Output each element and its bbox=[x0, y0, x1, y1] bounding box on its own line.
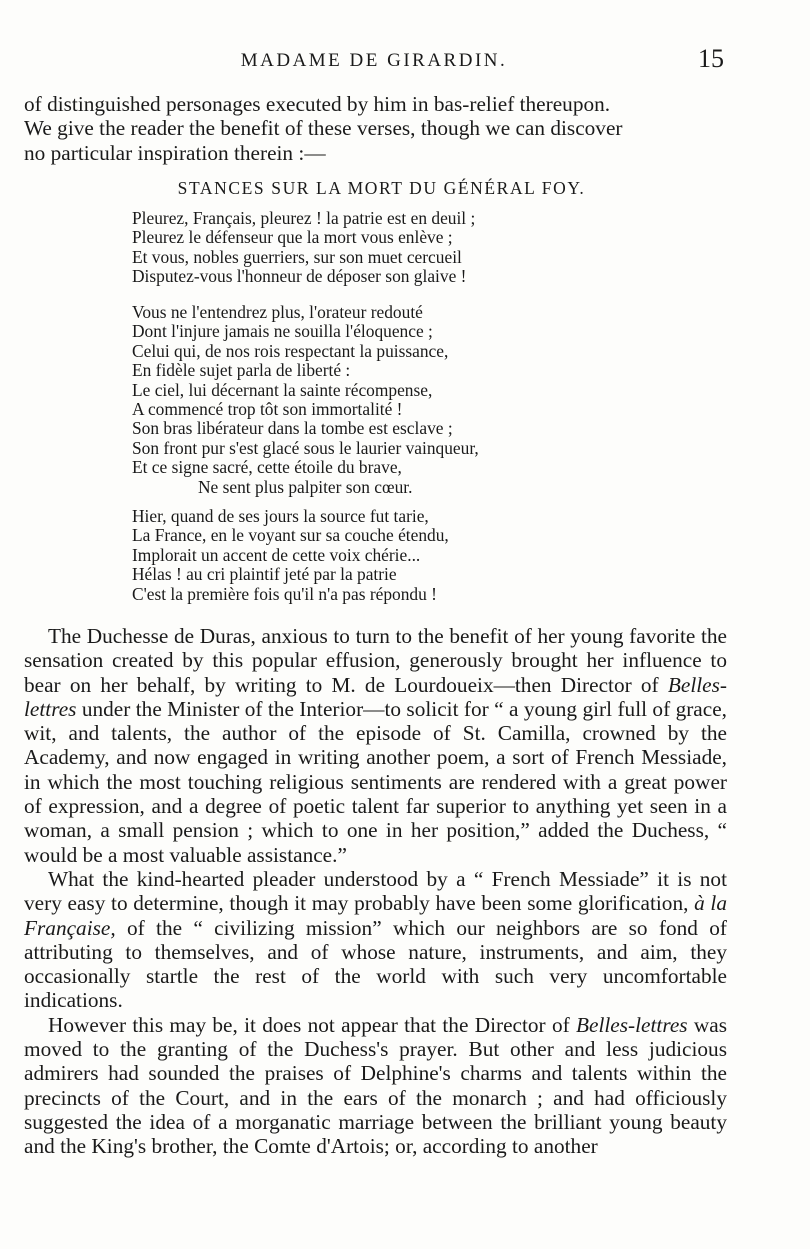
poem-stanza-2 bbox=[132, 303, 692, 497]
page-header bbox=[24, 44, 724, 76]
poem-line: La France, en le voyant sur sa couche étendu, bbox=[132, 525, 449, 546]
poem-line: Et vous, nobles guerriers, sur son muet cercueil bbox=[132, 246, 462, 267]
poem-line: Hier, quand de ses jours la source fut tarie, bbox=[132, 506, 429, 526]
italic-term: Belles-lettres bbox=[24, 672, 727, 721]
paragraph-text: What the kind-hearted pleader understood by a “ French Messiade” it is not very easy to determine, though it may probably have been some glorification, bbox=[24, 866, 727, 916]
paragraph-text: However this may be, it does not appear that the Director of bbox=[48, 1012, 576, 1037]
italic-term: à la Française, bbox=[24, 891, 727, 940]
poem-stanza-1 bbox=[132, 209, 692, 287]
body-text bbox=[24, 624, 727, 1159]
poem-line: En fidèle sujet parla de liberté : bbox=[132, 360, 351, 381]
poem-line: Implorait un accent de cette voix chérie... bbox=[132, 544, 421, 565]
poem-line: Vous ne l'entendrez plus, l'orateur redouté bbox=[132, 302, 423, 322]
intro-line: We give the reader the benefit of these verses, though we can discover bbox=[24, 116, 623, 141]
page-number: 15 bbox=[698, 44, 724, 73]
running-head: MADAME DE GIRARDIN. bbox=[240, 50, 508, 71]
poem-line: Son bras libérateur dans la tombe est esclave ; bbox=[132, 418, 453, 439]
intro-line: of distinguished personages executed by him in bas-relief thereupon. bbox=[24, 92, 611, 116]
poem-line: C'est la première fois qu'il n'a pas répondu ! bbox=[132, 583, 437, 604]
poem-line: Son front pur s'est glacé sous le laurier vainqueur, bbox=[132, 437, 479, 458]
poem-line: Celui qui, de nos rois respectant la puissance, bbox=[132, 340, 449, 361]
poem-line: A commencé trop tôt son immortalité ! bbox=[132, 399, 403, 420]
poem-line: Le ciel, lui décernant la sainte récompense, bbox=[132, 379, 433, 400]
paragraph-messiade bbox=[24, 867, 727, 1013]
poem-line: Et ce signe sacré, cette étoile du brave, bbox=[132, 457, 402, 478]
poem-line: Disputez-vous l'honneur de déposer son glaive ! bbox=[132, 266, 467, 287]
intro-paragraph bbox=[24, 92, 727, 165]
italic-term: Belles-lettres bbox=[575, 1012, 688, 1037]
poem-stanza-3 bbox=[132, 507, 692, 604]
poem-line: Pleurez, Français, pleurez ! la patrie est en deuil ; bbox=[132, 208, 476, 228]
paragraph-director bbox=[24, 1013, 727, 1159]
poem-line: Ne sent plus palpiter son cœur. bbox=[198, 476, 413, 497]
paragraph-text: of the “ civilizing mission” which our neighbors are so fond of attributing to themselves, and of whose nature, instruments, and aim, they occasionally startle the rest of the world with such very uncomfortable indications. bbox=[24, 915, 727, 1013]
paragraph-text: was moved to the granting of the Duchess's prayer. But other and less judicious admirers had sounded the praises of Delphine's charms and talents within the precincts of the Court, and in the ears of the monarch ; and had officiously suggested the idea of a morganatic marriage between the brilliant young beauty and the King's brother, the Comte d'Artois; or, according to another bbox=[24, 1012, 727, 1159]
poem-line: Pleurez le défenseur que la mort vous enlève ; bbox=[132, 227, 453, 248]
poem-line: Hélas ! au cri plaintif jeté par la patrie bbox=[132, 564, 397, 585]
paragraph-text: The Duchesse de Duras, anxious to turn to the benefit of her young favorite the sensation created by this popular effusion, generously brought her influence to bear on her behalf, by writing to M. de Lourdoueix—then Director of bbox=[24, 624, 727, 697]
paragraph-text: under the Minister of the Interior—to solicit for “ a young girl full of grace, wit, and talents, the author of the episode of St. Camilla, crowned by the Academy, and now engaged in writing another poem, a sort of French Messiade, in which the most touching religious sentiments are rendered with a great power of expression, and a degree of poetic talent far superior to anything yet seen in a woman, a small pension ; which to one in her position,” added the Duchess, “ would be a most valuable assistance.” bbox=[24, 696, 727, 867]
paragraph-duchesse bbox=[24, 624, 727, 867]
intro-line: no particular inspiration therein :— bbox=[24, 140, 326, 165]
poem-line: Dont l'injure jamais ne souilla l'éloquence ; bbox=[132, 321, 433, 342]
poem-title: STANCES SUR LA MORT DU GÉNÉRAL FOY. bbox=[177, 178, 586, 198]
